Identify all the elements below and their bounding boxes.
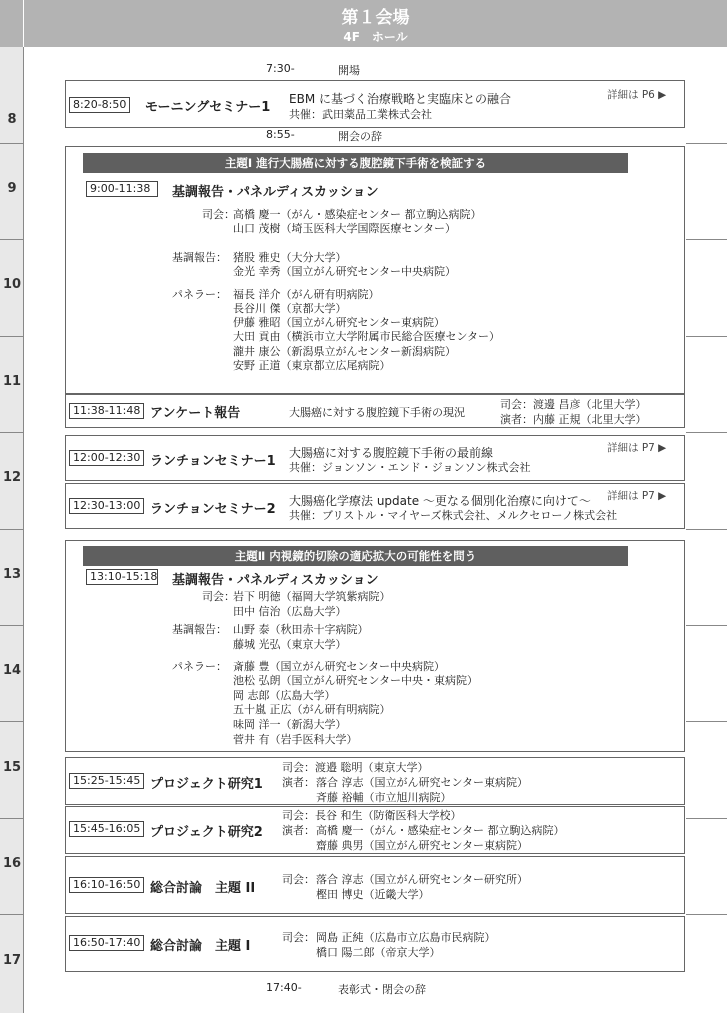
hour-divider bbox=[0, 239, 24, 240]
survey-name: アンケート報告 bbox=[150, 406, 241, 421]
theme2-panelist: 五十嵐 正広（がん研有明病院） bbox=[233, 703, 391, 716]
hour-label: 17 bbox=[2, 953, 22, 968]
hour-divider-right bbox=[686, 529, 727, 530]
project2-speakers-label: 演者： bbox=[282, 824, 315, 837]
theme2-panelist: 岡 志郎（広島大学） bbox=[233, 689, 336, 702]
opening-remarks-time: 8:55- bbox=[266, 128, 295, 141]
theme2-chair: 田中 信治（広島大学） bbox=[233, 605, 347, 618]
header-corner bbox=[0, 0, 24, 47]
hour-divider bbox=[0, 721, 24, 722]
hour-divider bbox=[0, 336, 24, 337]
luncheon1-title: 大腸癌に対する腹腔鏡下手術の最前線 bbox=[289, 446, 494, 460]
discussion2-name: 総合討論 主題 II bbox=[150, 881, 256, 896]
theme2-panelist: 池松 弘朗（国立がん研究センター中央・東病院） bbox=[233, 674, 479, 687]
hour-divider-right bbox=[686, 914, 727, 915]
hour-divider bbox=[0, 143, 24, 144]
theme1-panelist: 大田 貢由（横浜市立大学附属市民総合医療センター） bbox=[233, 330, 501, 343]
hour-divider bbox=[0, 818, 24, 819]
theme1-panelist: 長谷川 傑（京都大学） bbox=[233, 302, 347, 315]
discussion1-chair: 岡島 正純（広島市立広島市民病院） bbox=[316, 931, 496, 944]
survey-time: 11:38-11:48 bbox=[69, 403, 144, 419]
discussion1-name: 総合討論 主題 I bbox=[150, 939, 251, 954]
theme1-keynote: 猪股 雅史（大分大学） bbox=[233, 251, 347, 264]
opening-time: 7:30- bbox=[266, 62, 295, 75]
hour-divider-right bbox=[686, 721, 727, 722]
luncheon1-sponsor: 共催：ジョンソン・エンド・ジョンソン株式会社 bbox=[289, 461, 531, 474]
morning-seminar-title: EBM に基づく治療戦略と実臨床との融合 bbox=[289, 92, 511, 106]
theme1-panel-label: パネラー： bbox=[172, 288, 227, 301]
theme2-keynote: 藤城 光弘（東京大学） bbox=[233, 638, 347, 651]
hour-label: 9 bbox=[7, 181, 17, 196]
morning-seminar-name: モーニングセミナー1 bbox=[145, 100, 271, 115]
luncheon2-detail-link[interactable]: 詳細は P7 ▶ bbox=[607, 490, 667, 502]
hour-label: 13 bbox=[2, 567, 22, 582]
hour-label: 15 bbox=[2, 760, 22, 775]
theme1-chair: 高橋 慶一（がん・感染症センター 都立駒込病院） bbox=[233, 208, 482, 221]
closing-label: 表彰式・閉会の辞 bbox=[338, 983, 426, 996]
theme2-panelist: 菅井 有（岩手医科大学） bbox=[233, 733, 358, 746]
theme2-keynote: 山野 泰（秋田赤十字病院） bbox=[233, 623, 369, 636]
project1-time: 15:25-15:45 bbox=[69, 773, 144, 789]
hour-divider-right bbox=[686, 239, 727, 240]
theme2-panelist: 斎藤 豊（国立がん研究センター中央病院） bbox=[233, 660, 446, 673]
discussion1-time: 16:50-17:40 bbox=[69, 935, 144, 951]
theme1-chair-label: 司会： bbox=[202, 208, 235, 221]
theme2-panelist: 味岡 洋一（新潟大学） bbox=[233, 718, 347, 731]
luncheon1-detail-link[interactable]: 詳細は P7 ▶ bbox=[607, 442, 667, 454]
hour-label: 12 bbox=[2, 470, 22, 485]
morning-seminar-detail-link[interactable]: 詳細は P6 ▶ bbox=[607, 89, 667, 101]
hour-label: 11 bbox=[2, 374, 22, 389]
theme1-chair: 山口 茂樹（埼玉医科大学国際医療センター） bbox=[233, 222, 457, 235]
theme1-panelist: 福長 洋介（がん研有明病院） bbox=[233, 288, 380, 301]
discussion2-chair: 樫田 博史（近畿大学） bbox=[316, 888, 430, 901]
theme1-keynote: 金光 幸秀（国立がん研究センター中央病院） bbox=[233, 265, 457, 278]
project1-name: プロジェクト研究1 bbox=[150, 777, 263, 792]
project1-chair: 司会：渡邉 聡明（東京大学） bbox=[282, 761, 429, 774]
discussion2-chair: 落合 淳志（国立がん研究センター研究所） bbox=[316, 873, 529, 886]
hour-divider bbox=[0, 432, 24, 433]
discussion1-chair: 橋口 陽二郎（帝京大学） bbox=[316, 946, 441, 959]
luncheon2-sponsor: 共催：ブリストル・マイヤーズ株式会社、メルクセローノ株式会社 bbox=[289, 509, 618, 522]
theme1-time: 9:00-11:38 bbox=[86, 181, 158, 197]
theme2-keynote-label: 基調報告： bbox=[172, 623, 227, 636]
hour-label: 14 bbox=[2, 663, 22, 678]
discussion2-time: 16:10-16:50 bbox=[69, 877, 144, 893]
theme1-panelist: 伊藤 雅昭（国立がん研究センター東病院） bbox=[233, 316, 446, 329]
hour-divider-right bbox=[686, 625, 727, 626]
theme1-session-name: 基調報告・パネルディスカッション bbox=[172, 185, 379, 200]
theme2-session-name: 基調報告・パネルディスカッション bbox=[172, 573, 379, 588]
theme1-panelist: 安野 正道（東京都立広尾病院） bbox=[233, 359, 391, 372]
discussion1-chairs-label: 司会： bbox=[282, 931, 315, 944]
luncheon1-time: 12:00-12:30 bbox=[69, 450, 144, 466]
discussion2-chairs-label: 司会： bbox=[282, 873, 315, 886]
project2-chair: 司会：長谷 和生（防衛医科大学校） bbox=[282, 809, 462, 822]
theme1-keynote-label: 基調報告： bbox=[172, 251, 227, 264]
opening-label: 開場 bbox=[338, 64, 360, 77]
hour-label: 10 bbox=[2, 277, 22, 292]
hour-divider-right bbox=[686, 818, 727, 819]
hour-divider bbox=[0, 625, 24, 626]
hour-divider-right bbox=[686, 336, 727, 337]
project1-speaker: 斉藤 裕輔（市立旭川病院） bbox=[316, 791, 452, 804]
closing-time: 17:40- bbox=[266, 981, 302, 994]
theme1-panelist: 瀧井 康公（新潟県立がんセンター新潟病院） bbox=[233, 345, 457, 358]
hour-divider bbox=[0, 529, 24, 530]
survey-speaker: 演者：内藤 正規（北里大学） bbox=[500, 413, 647, 426]
project1-speaker: 落合 淳志（国立がん研究センター東病院） bbox=[316, 776, 529, 789]
project2-speaker: 高橋 慶一（がん・感染症センター 都立駒込病院） bbox=[316, 824, 565, 837]
morning-seminar-time: 8:20-8:50 bbox=[69, 97, 130, 113]
hour-divider-right bbox=[686, 432, 727, 433]
theme2-chair-label: 司会： bbox=[202, 590, 235, 603]
project2-speaker: 齋藤 典男（国立がん研究センター東病院） bbox=[316, 839, 529, 852]
theme1-bar: 主題Ⅰ 進行大腸癌に対する腹腔鏡下手術を検証する bbox=[83, 153, 628, 173]
project2-time: 15:45-16:05 bbox=[69, 821, 144, 837]
theme2-chair: 岩下 明徳（福岡大学筑紫病院） bbox=[233, 590, 391, 603]
venue-subtitle: 4F ホール bbox=[343, 30, 408, 44]
morning-seminar-sponsor: 共催：武田薬品工業株式会社 bbox=[289, 108, 432, 121]
opening-remarks-label: 開会の辞 bbox=[338, 130, 382, 143]
venue-title: 第１会場 bbox=[341, 8, 410, 28]
hour-divider bbox=[0, 914, 24, 915]
luncheon2-name: ランチョンセミナー2 bbox=[150, 502, 276, 517]
hour-label: 16 bbox=[2, 856, 22, 871]
project1-speakers-label: 演者： bbox=[282, 776, 315, 789]
theme2-panel-label: パネラー： bbox=[172, 660, 227, 673]
hour-divider-right bbox=[686, 143, 727, 144]
luncheon2-title: 大腸癌化学療法 update 〜更なる個別化治療に向けて〜 bbox=[289, 494, 591, 508]
hour-label: 8 bbox=[7, 112, 17, 127]
theme2-time: 13:10-15:18 bbox=[86, 569, 158, 585]
luncheon2-time: 12:30-13:00 bbox=[69, 498, 144, 514]
theme2-bar: 主題Ⅱ 内視鏡的切除の適応拡大の可能性を問う bbox=[83, 546, 628, 566]
luncheon1-name: ランチョンセミナー1 bbox=[150, 454, 276, 469]
survey-title: 大腸癌に対する腹腔鏡下手術の現況 bbox=[289, 406, 465, 419]
survey-chair: 司会：渡邊 昌彦（北里大学） bbox=[500, 398, 647, 411]
project2-name: プロジェクト研究2 bbox=[150, 825, 263, 840]
